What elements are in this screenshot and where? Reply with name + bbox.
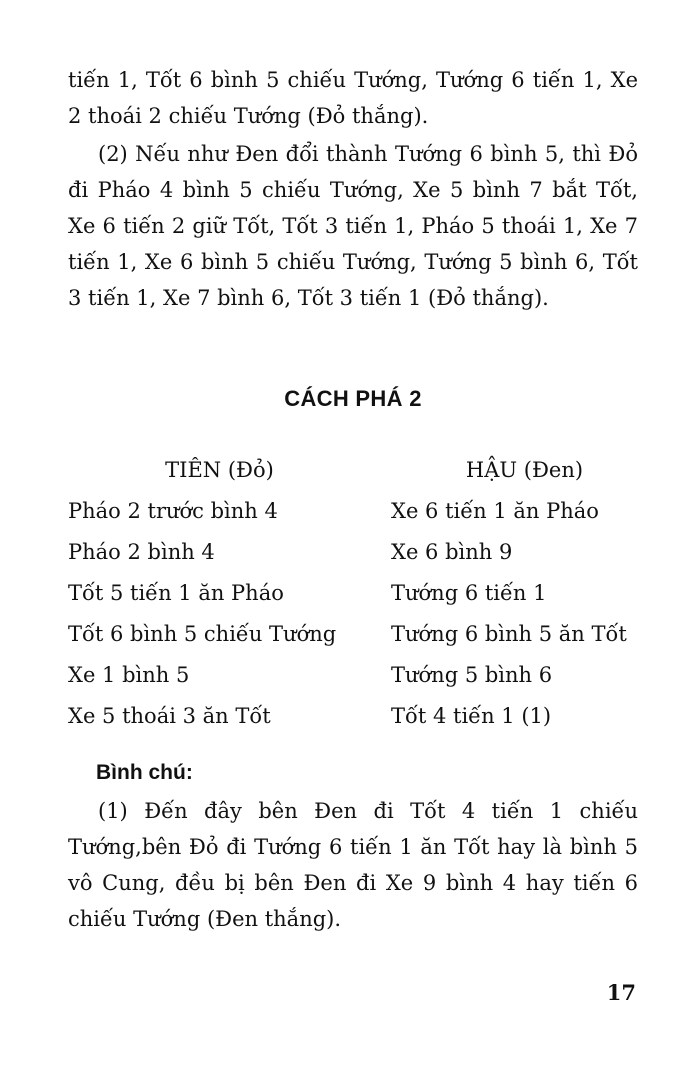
black-move: Tướng 6 bình 5 ăn Tốt bbox=[391, 622, 627, 646]
black-move: Tướng 6 tiến 1 bbox=[391, 581, 547, 605]
red-column-header: TIÊN (Đỏ) bbox=[165, 458, 274, 482]
red-move: Tốt 6 bình 5 chiếu Tướng bbox=[68, 622, 337, 646]
black-move: Tướng 5 bình 6 bbox=[391, 663, 553, 687]
paragraph-variation-2: (2) Nếu như Đen đổi thành Tướng 6 bình 5, thì Đỏ đi Pháo 4 bình 5 chiếu Tướng, Xe 5 bình 7 bắt Tốt, Xe 6 tiến 2 giữ Tốt, Tốt 3 tiến 1, Pháo 5 thoái 1, Xe 7 tiến 1, Xe 6 bình 5 chiếu Tướng, Tướng 5 bình 6, Tốt 3 tiến 1, Xe 7 bình 6, Tốt 3 tiến 1 (Đỏ thắng). bbox=[68, 142, 638, 310]
black-move: Xe 6 bình 9 bbox=[391, 540, 513, 564]
note-paragraph: (1) Đến đây bên Đen đi Tốt 4 tiến 1 chiếu Tướng,bên Đỏ đi Tướng 6 tiến 1 ăn Tốt hay là bình 5 vô Cung, đều bị bên Đen đi Xe 9 bình 4 hay tiến 6 chiếu Tướng (Đen thắng). bbox=[68, 799, 638, 931]
page-number: 17 bbox=[606, 980, 636, 1005]
red-move: Xe 1 bình 5 bbox=[68, 663, 190, 687]
red-move: Tốt 5 tiến 1 ăn Pháo bbox=[68, 581, 284, 605]
moves-table bbox=[68, 450, 638, 737]
book-page bbox=[68, 62, 638, 937]
black-column-header: HẬU (Đen) bbox=[465, 458, 584, 482]
red-move: Pháo 2 bình 4 bbox=[68, 540, 215, 564]
black-move: Xe 6 tiến 1 ăn Pháo bbox=[391, 499, 599, 523]
paragraph-continuation: tiến 1, Tốt 6 bình 5 chiếu Tướng, Tướng 6 tiến 1, Xe 2 thoái 2 chiếu Tướng (Đỏ thắng). bbox=[68, 68, 638, 128]
red-move: Xe 5 thoái 3 ăn Tốt bbox=[68, 704, 271, 728]
section-title: CÁCH PHÁ 2 bbox=[284, 386, 422, 411]
black-move: Tốt 4 tiến 1 (1) bbox=[391, 704, 552, 728]
red-move: Pháo 2 trước bình 4 bbox=[68, 499, 278, 523]
notes-title: Bình chú: bbox=[96, 761, 193, 784]
